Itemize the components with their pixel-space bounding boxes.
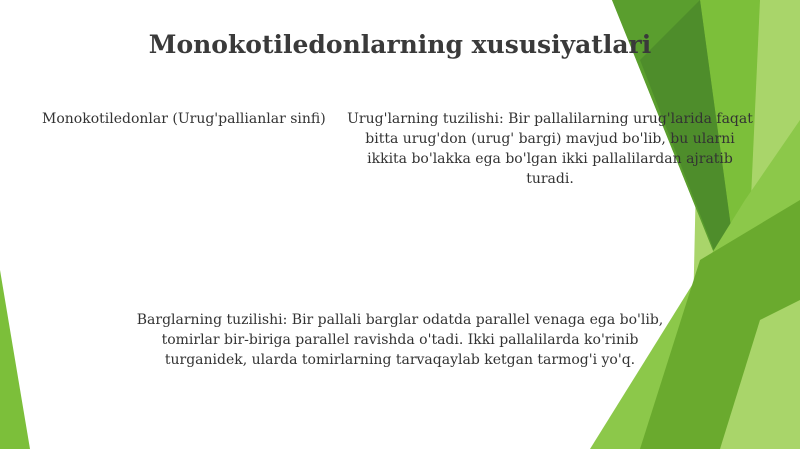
left-edge-facet xyxy=(0,270,30,449)
seed-structure-text: Urug'larning tuzilishi: Bir pallalilarning urug'larida faqat bitta urug'don (urug' bargi) mavjud bo'lib, bu ularni ikkita bo'lakka ega bo'lgan ikki pallalilardan ajratib turadi. xyxy=(347,111,753,187)
class-label: Monokotiledonlar (Urug'pallianlar sinfi) xyxy=(42,111,326,127)
leaf-structure-text: Barglarning tuzilishi: Bir pallali barglar odatda parallel venaga ega bo'lib, tomirlar bir-biriga parallel ravishda o'tadi. Ikki pallalilarda ko'rinib turganidek, ularda tomirlarning tarvaqaylab ketgan tarmog'i yo'q. xyxy=(136,312,664,368)
slide-title: Monokotiledonlarning xususiyatlari xyxy=(148,30,652,59)
